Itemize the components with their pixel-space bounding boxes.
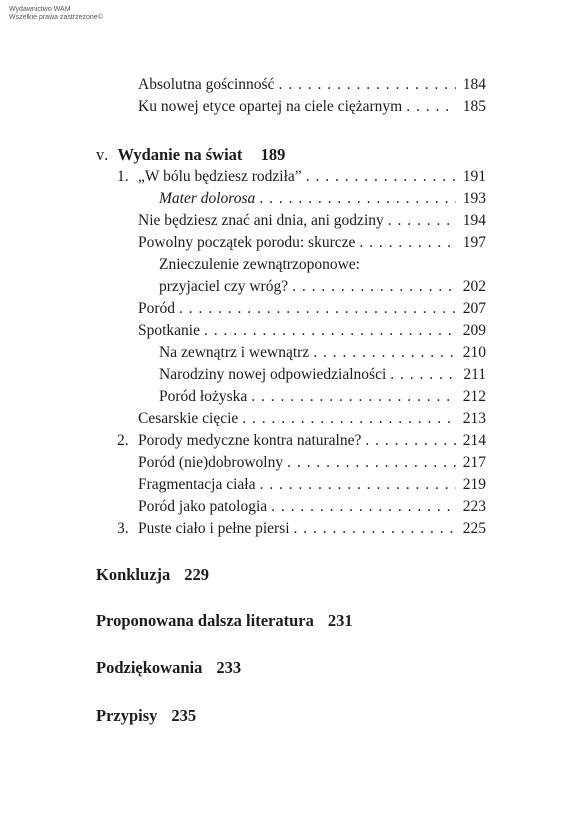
section-title: Podziękowania bbox=[96, 658, 203, 677]
chapter-page: 189 bbox=[260, 145, 286, 164]
toc-entry[interactable] bbox=[0, 430, 579, 452]
toc-entry[interactable] bbox=[0, 298, 579, 320]
toc-entry[interactable] bbox=[0, 188, 579, 210]
section-heading-literatura[interactable] bbox=[96, 610, 353, 632]
toc-entry-page: 217 bbox=[456, 452, 486, 474]
toc-entry[interactable] bbox=[0, 276, 579, 298]
toc-entry[interactable] bbox=[0, 96, 579, 118]
toc-entry-title: Fragmentacja ciała bbox=[138, 476, 256, 493]
section-heading-przypisy[interactable] bbox=[96, 705, 196, 727]
watermark-publisher: Wydawnictwo WAM bbox=[9, 6, 71, 13]
section-title: Przypisy bbox=[96, 706, 158, 725]
toc-entry[interactable] bbox=[0, 74, 579, 96]
toc-entry-number: 2. bbox=[117, 432, 129, 449]
toc-entry-page: 214 bbox=[456, 430, 486, 452]
toc-entry[interactable] bbox=[0, 364, 579, 386]
toc-entry-page: 225 bbox=[456, 518, 486, 540]
toc-entry-page: 185 bbox=[456, 96, 486, 118]
toc-entry-title: Spotkanie bbox=[138, 322, 200, 339]
toc-entry-number: 3. bbox=[117, 520, 129, 537]
toc-entry[interactable] bbox=[0, 496, 579, 518]
toc-entry-title: Poród (nie)dobrowolny bbox=[138, 454, 284, 471]
chapter-title: Wydanie na świat bbox=[117, 145, 243, 164]
toc-entry-title: Znieczulenie zewnątrzoponowe: bbox=[159, 256, 360, 273]
toc-entry-title: Poród bbox=[138, 300, 176, 317]
section-heading-konkluzja[interactable] bbox=[96, 564, 209, 586]
toc-entry-page: 202 bbox=[456, 276, 486, 298]
toc-entry-page: 213 bbox=[456, 408, 486, 430]
toc-entry-number: 1. bbox=[117, 168, 129, 185]
toc-entry-page: 210 bbox=[456, 342, 486, 364]
toc-entry[interactable] bbox=[0, 342, 579, 364]
toc-entry-title: Narodziny nowej odpowiedzialności bbox=[159, 366, 387, 383]
toc-entry-title: Nie będziesz znać ani dnia, ani godziny bbox=[138, 212, 384, 229]
toc-entry-title: przyjaciel czy wróg? bbox=[159, 278, 289, 295]
toc-entry-title: Mater dolorosa bbox=[159, 190, 256, 207]
toc-entry-page: 197 bbox=[456, 232, 486, 254]
toc-entry-title: Powolny początek porodu: skurcze bbox=[138, 234, 356, 251]
toc-entry[interactable] bbox=[0, 320, 579, 342]
toc-entry[interactable] bbox=[0, 408, 579, 430]
toc-entry[interactable] bbox=[0, 232, 579, 254]
toc-entry-title: Porody medyczne kontra naturalne? bbox=[138, 432, 362, 449]
toc-entry-title: Ku nowej etyce opartej na ciele ciężarnym bbox=[138, 98, 403, 115]
section-page: 235 bbox=[171, 706, 197, 725]
section-title: Proponowana dalsza literatura bbox=[96, 611, 314, 630]
section-heading-podziekowania[interactable] bbox=[96, 657, 241, 679]
toc-entry[interactable] bbox=[0, 518, 579, 540]
toc-entry-page: 211 bbox=[456, 364, 486, 386]
toc-entry-title: „W bólu będziesz rodziła” bbox=[138, 168, 302, 185]
toc-entry-title: Na zewnątrz i wewnątrz bbox=[159, 344, 310, 361]
watermark-copyright: Wszelkie prawa zastrzeżone© bbox=[9, 14, 103, 21]
chapter-heading[interactable] bbox=[96, 144, 285, 166]
toc-entry[interactable] bbox=[0, 474, 579, 496]
toc-entry[interactable] bbox=[0, 254, 579, 276]
toc-entry-page: 223 bbox=[456, 496, 486, 518]
toc-entry-page: 194 bbox=[456, 210, 486, 232]
toc-entry-title: Poród łożyska bbox=[159, 388, 248, 405]
toc-entry-title: Puste ciało i pełne piersi bbox=[138, 520, 290, 537]
chapter-numeral: v. bbox=[96, 145, 110, 164]
section-page: 233 bbox=[216, 658, 242, 677]
toc-entry[interactable] bbox=[0, 166, 579, 188]
toc-entry-page: 193 bbox=[456, 188, 486, 210]
toc-entry-page: 207 bbox=[456, 298, 486, 320]
toc-entry-page: 184 bbox=[456, 74, 486, 96]
section-title: Konkluzja bbox=[96, 565, 171, 584]
toc-entry[interactable] bbox=[0, 452, 579, 474]
toc-entry[interactable] bbox=[0, 386, 579, 408]
toc-entry-page: 191 bbox=[456, 166, 486, 188]
toc-entry-page: 209 bbox=[456, 320, 486, 342]
toc-entry[interactable] bbox=[0, 210, 579, 232]
toc-entry-title: Poród jako patologia bbox=[138, 498, 268, 515]
toc-entry-page: 219 bbox=[456, 474, 486, 496]
section-page: 231 bbox=[327, 611, 353, 630]
toc-entry-title: Cesarskie cięcie bbox=[138, 410, 239, 427]
toc-entry-title: Absolutna gościnność bbox=[138, 76, 275, 93]
toc-entry-page: 212 bbox=[456, 386, 486, 408]
watermark bbox=[9, 6, 103, 22]
section-page: 229 bbox=[184, 565, 210, 584]
